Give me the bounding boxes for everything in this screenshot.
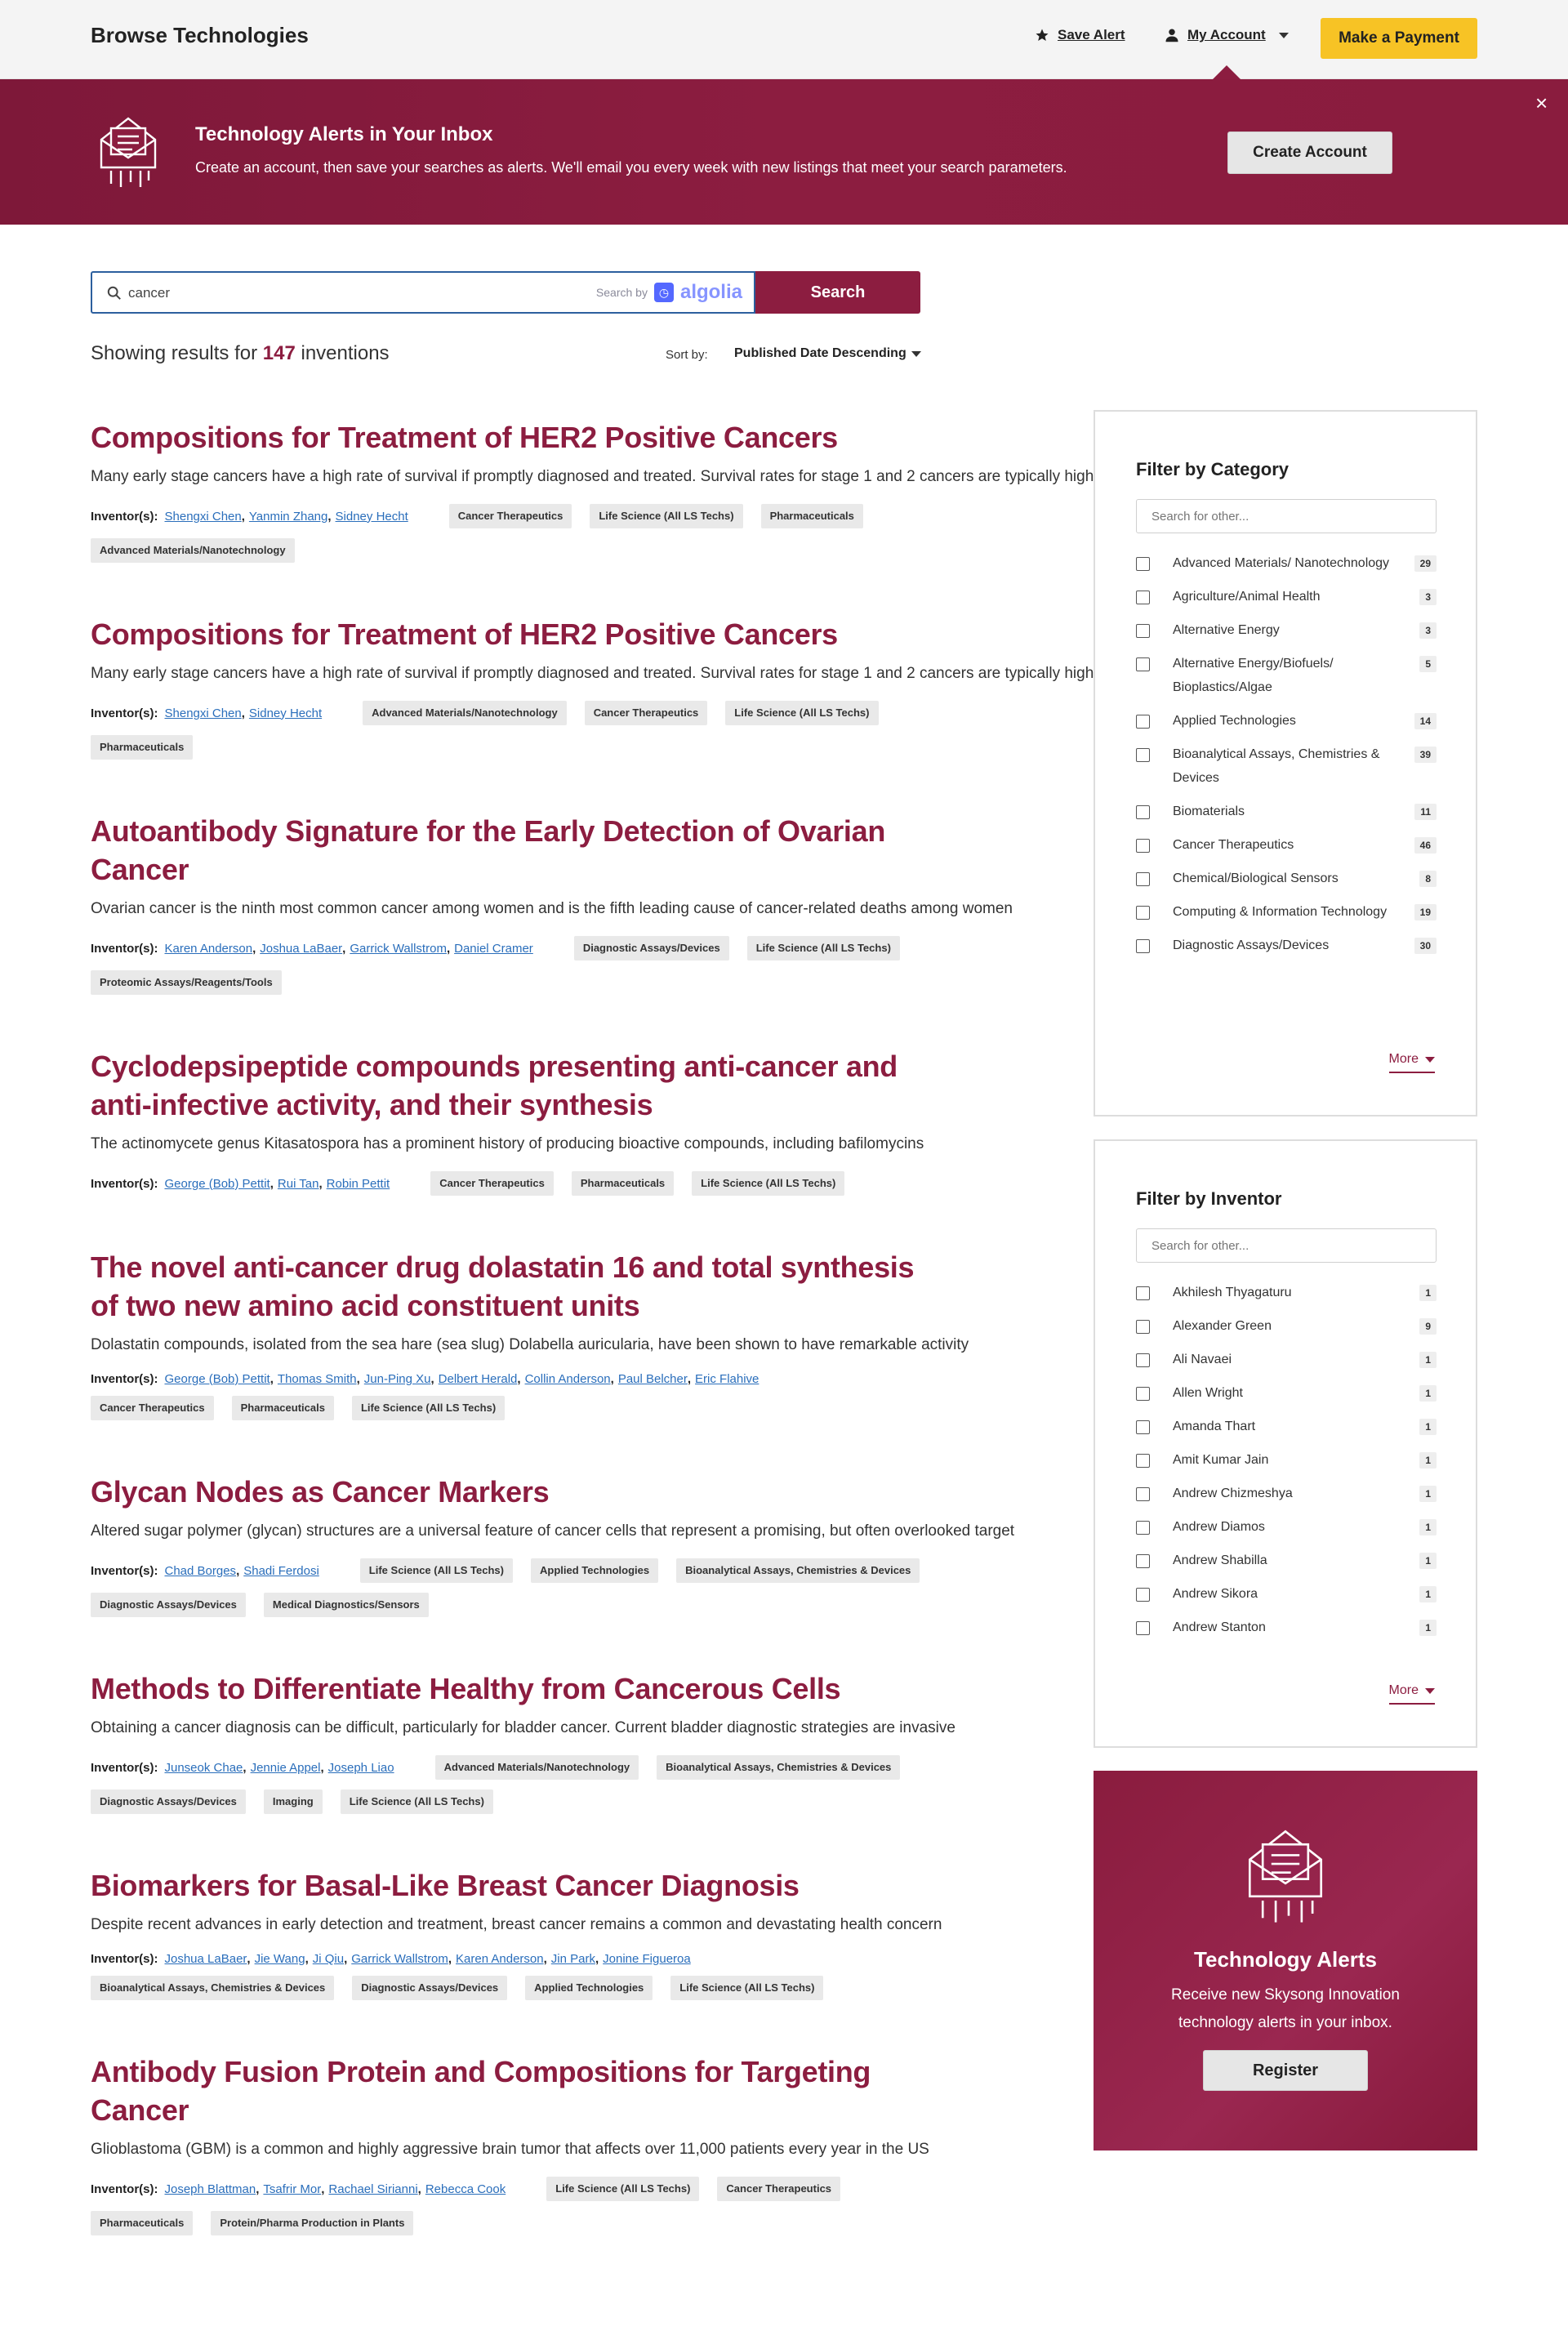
algolia-wordmark: algolia	[679, 281, 742, 303]
category-tag[interactable]: Pharmaceuticals	[91, 735, 193, 760]
category-tag[interactable]: Pharmaceuticals	[91, 2211, 193, 2235]
filter-label: Allen Wright	[1173, 1386, 1243, 1400]
result-item	[91, 812, 1013, 995]
filter-count-badge: 1	[1419, 1419, 1437, 1435]
inventor-separator: ,	[270, 1176, 274, 1191]
category-tag[interactable]: Advanced Materials/Nanotechnology	[91, 538, 295, 563]
category-tag[interactable]: Pharmaceuticals	[232, 1396, 334, 1420]
my-account-menu[interactable]	[1165, 27, 1289, 43]
filter-checkbox[interactable]	[1136, 1454, 1150, 1468]
filter-count-badge: 1	[1419, 1586, 1437, 1602]
filter-checkbox[interactable]	[1136, 1286, 1150, 1300]
inventor-separator: ,	[320, 1760, 324, 1775]
category-tag[interactable]: Cancer Therapeutics	[449, 504, 572, 528]
inventors	[91, 1761, 394, 1775]
inventor-separator: ,	[356, 1372, 360, 1386]
inventor-filter-title: Filter by Inventor	[1136, 1188, 1282, 1209]
result-description: Obtaining a cancer diagnosis can be difficult, particularly for bladder cancer. Current bladder diagnostic strategies are invasive	[91, 1719, 956, 1736]
inventor-label: Inventor(s):	[91, 509, 158, 524]
inventor-separator: ,	[247, 1952, 251, 1966]
result-meta	[91, 504, 920, 563]
sort-dropdown[interactable]	[734, 346, 921, 361]
inventor-label: Inventor(s):	[91, 941, 158, 956]
filter-checkbox[interactable]	[1136, 872, 1150, 886]
inventor-link[interactable]: Shadi Ferdosi	[243, 1563, 319, 1578]
filter-label: Amanda Thart	[1173, 1420, 1256, 1433]
inventor-link[interactable]: Jennie Appel	[250, 1760, 321, 1775]
inventor-separator: ,	[342, 941, 346, 956]
result-description: Ovarian cancer is the ninth most common cancer among women and is the fifth leading cause of cancer-related deaths among women	[91, 900, 1013, 917]
inventor-link[interactable]: Sidney Hecht	[335, 509, 408, 524]
filter-count-badge: 30	[1414, 938, 1437, 954]
category-filter-item[interactable]	[1136, 871, 1437, 890]
inventor-link[interactable]: Joshua LaBaer	[164, 1952, 247, 1966]
filter-label: Ali Navaei	[1173, 1353, 1232, 1366]
category-tag[interactable]: Cancer Therapeutics	[91, 1396, 214, 1420]
banner-text: Create an account, then save your searches as alerts. We'll email you every week with new listings that meet your search parameters.	[195, 159, 1067, 176]
result-item	[91, 1047, 924, 1196]
result-description: Many early stage cancers have a high rate of survival if promptly diagnosed and treated. Survival rates for stage 1 and 2 cancers are typically high	[91, 468, 1094, 485]
make-payment-button[interactable]: Make a Payment	[1321, 18, 1477, 59]
result-title[interactable]: Compositions for Treatment of HER2 Positive Cancers	[91, 617, 838, 651]
filter-checkbox[interactable]	[1136, 1487, 1150, 1501]
result-title[interactable]: The novel anti-cancer drug dolastatin 16 and total synthesis of two new amino acid constituent units	[91, 1250, 915, 1322]
inventors	[91, 1564, 319, 1578]
inventor-link[interactable]: Paul Belcher	[617, 1372, 688, 1386]
inventor-link[interactable]: Junseok Chae	[164, 1760, 243, 1775]
filter-checkbox[interactable]	[1136, 805, 1150, 819]
result-item	[91, 1866, 942, 2000]
inventor-link[interactable]: Thomas Smith	[277, 1372, 357, 1386]
filter-label: Biomaterials	[1173, 804, 1245, 818]
star-icon	[1035, 28, 1049, 42]
filter-checkbox[interactable]	[1136, 839, 1150, 853]
category-tag[interactable]: Diagnostic Assays/Devices	[574, 936, 729, 960]
inventor-search-input[interactable]	[1136, 1228, 1437, 1263]
alerts-banner	[0, 79, 1568, 225]
inventor-link[interactable]: Eric Flahive	[695, 1372, 760, 1386]
result-title[interactable]: Biomarkers for Basal-Like Breast Cancer Diagnosis	[91, 1869, 800, 1902]
result-meta	[91, 1952, 920, 2000]
filter-label: Akhilesh Thyagaturu	[1173, 1286, 1292, 1299]
inventor-link[interactable]: Shengxi Chen	[164, 509, 242, 524]
filter-count-badge: 5	[1419, 656, 1437, 672]
filter-checkbox[interactable]	[1136, 1588, 1150, 1602]
result-meta	[91, 936, 920, 995]
inventor-separator: ,	[543, 1952, 547, 1966]
category-filter-item[interactable]	[1136, 904, 1437, 924]
category-tag[interactable]: Pharmaceuticals	[572, 1171, 674, 1196]
result-title[interactable]: Cyclodepsipeptide compounds presenting anti-cancer and anti-infective activity, and their synthesis	[91, 1050, 898, 1121]
inventor-filter-item[interactable]	[1136, 1352, 1437, 1371]
results-summary	[91, 342, 390, 365]
filter-checkbox[interactable]	[1136, 906, 1150, 920]
category-filter-item[interactable]	[1136, 938, 1437, 957]
result-meta	[91, 1171, 920, 1196]
category-filter	[1094, 410, 1477, 1116]
filter-count-badge: 1	[1419, 1553, 1437, 1569]
category-tag[interactable]: Diagnostic Assays/Devices	[91, 1593, 246, 1617]
result-meta	[91, 1558, 920, 1617]
search-by-label: Search by	[595, 286, 648, 299]
inventor-list	[1136, 1285, 1437, 1653]
category-tag[interactable]: Medical Diagnostics/Sensors	[264, 1593, 429, 1617]
page-title: Browse Technologies	[91, 23, 309, 47]
category-tag[interactable]: Bioanalytical Assays, Chemistries & Devices	[657, 1755, 900, 1780]
inventor-label: Inventor(s):	[91, 2182, 158, 2196]
inventor-link[interactable]: Daniel Cramer	[454, 941, 533, 956]
filter-label: Andrew Diamos	[1173, 1520, 1265, 1534]
filter-count-badge: 1	[1419, 1486, 1437, 1502]
inventor-link[interactable]: Joseph Liao	[327, 1760, 394, 1775]
inventor-link[interactable]: Rachael Sirianni	[328, 2182, 418, 2196]
inventors	[91, 2182, 506, 2196]
inventors	[91, 1372, 759, 1386]
results-count: 147	[262, 342, 296, 364]
chevron-down-icon	[1279, 33, 1289, 38]
category-tag[interactable]: Cancer Therapeutics	[717, 2177, 840, 2201]
category-tag[interactable]: Applied Technologies	[525, 1976, 653, 2000]
filter-count-badge: 3	[1419, 622, 1437, 639]
inventor-label: Inventor(s):	[91, 1176, 158, 1191]
filter-checkbox[interactable]	[1136, 1554, 1150, 1568]
filter-count-badge: 1	[1419, 1519, 1437, 1535]
save-alert-label: Save Alert	[1058, 27, 1125, 42]
inventor-link[interactable]: Shengxi Chen	[164, 706, 242, 720]
category-filter-item[interactable]	[1136, 622, 1437, 642]
category-tag[interactable]: Life Science (All LS Techs)	[725, 701, 878, 725]
result-title[interactable]: Glycan Nodes as Cancer Markers	[91, 1475, 550, 1509]
filter-count-badge: 1	[1419, 1452, 1437, 1469]
search-icon	[107, 286, 122, 301]
inventor-link[interactable]: Yanmin Zhang	[248, 509, 328, 524]
filter-label: Alternative Energy/Biofuels/ Bioplastics/Algae	[1173, 657, 1334, 694]
sort-value: Published Date Descending	[734, 346, 906, 360]
inventor-separator: ,	[321, 2182, 325, 2196]
filter-label: Cancer Therapeutics	[1173, 838, 1294, 852]
inventor-separator: ,	[344, 1952, 348, 1966]
filter-count-badge: 1	[1419, 1352, 1437, 1368]
results-list	[91, 418, 1094, 2288]
inventor-link[interactable]: Tsafrir Mor	[263, 2182, 322, 2196]
filter-count-badge: 29	[1414, 555, 1437, 572]
inventor-link[interactable]: Joshua LaBaer	[260, 941, 343, 956]
inventor-separator: ,	[327, 509, 332, 524]
close-icon[interactable]: ×	[1535, 91, 1548, 115]
filter-checkbox[interactable]	[1136, 1353, 1150, 1367]
inventor-filter-item[interactable]	[1136, 1452, 1437, 1472]
inventor-link[interactable]: Jin Park	[550, 1952, 595, 1966]
filter-checkbox[interactable]	[1136, 1387, 1150, 1401]
filter-checkbox[interactable]	[1136, 591, 1150, 604]
more-label: More	[1388, 1052, 1419, 1066]
category-tag[interactable]: Imaging	[264, 1789, 323, 1814]
inventor-filter-item[interactable]	[1136, 1385, 1437, 1405]
filter-count-badge: 8	[1419, 871, 1437, 887]
inventor-separator: ,	[305, 1952, 309, 1966]
sort-label: Sort by:	[666, 348, 708, 362]
category-tag[interactable]: Life Science (All LS Techs)	[360, 1558, 513, 1583]
filter-count-badge: 39	[1414, 747, 1437, 763]
inventor-separator: ,	[687, 1372, 692, 1386]
inventor-filter-item[interactable]	[1136, 1318, 1437, 1338]
filter-label: Andrew Chizmeshya	[1173, 1486, 1293, 1500]
inventor-link[interactable]: Karen Anderson	[456, 1952, 544, 1966]
more-label: More	[1388, 1683, 1419, 1697]
save-alert-link[interactable]	[1035, 27, 1125, 43]
inventors	[91, 1177, 390, 1191]
inventor-separator: ,	[243, 1760, 247, 1775]
inventor-filter-item[interactable]	[1136, 1519, 1437, 1539]
category-tag[interactable]: Protein/Pharma Production in Plants	[211, 2211, 413, 2235]
dropdown-notch	[1212, 65, 1241, 80]
inventor-separator: ,	[241, 706, 245, 720]
category-filter-item[interactable]	[1136, 747, 1437, 790]
filter-checkbox[interactable]	[1136, 657, 1150, 671]
inventor-filter-item[interactable]	[1136, 1285, 1437, 1304]
my-account-label: My Account	[1187, 27, 1266, 42]
category-tag[interactable]: Proteomic Assays/Reagents/Tools	[91, 970, 282, 995]
result-description: Many early stage cancers have a high rate of survival if promptly diagnosed and treated. Survival rates for stage 1 and 2 cancers are typically high	[91, 665, 1094, 682]
inventor-separator: ,	[252, 941, 256, 956]
inventor-separator: ,	[241, 509, 245, 524]
inventors	[91, 510, 408, 524]
algolia-logo-icon: ◷	[654, 283, 674, 302]
inventor-link[interactable]: Rebecca Cook	[425, 2182, 506, 2196]
inventor-filter-item[interactable]	[1136, 1486, 1437, 1505]
filter-label: Computing & Information Technology	[1173, 905, 1388, 919]
category-filter-item[interactable]	[1136, 589, 1437, 608]
category-filter-item[interactable]	[1136, 837, 1437, 857]
inventor-filter-item[interactable]	[1136, 1586, 1437, 1606]
result-item	[91, 2052, 929, 2235]
category-list	[1136, 555, 1437, 971]
inventor-filter-item[interactable]	[1136, 1553, 1437, 1572]
inventors	[91, 1952, 691, 1966]
filter-count-badge: 3	[1419, 589, 1437, 605]
filter-checkbox[interactable]	[1136, 1621, 1150, 1635]
result-description: Glioblastoma (GBM) is a common and highly aggressive brain tumor that affects over 11,000 patients every year in the US	[91, 2141, 929, 2158]
filter-count-badge: 19	[1414, 904, 1437, 920]
banner-title: Technology Alerts in Your Inbox	[195, 123, 493, 145]
results-prefix: Showing results for	[91, 342, 258, 364]
category-more-link[interactable]	[1389, 1052, 1435, 1073]
filter-checkbox[interactable]	[1136, 748, 1150, 762]
filter-label: Andrew Shabilla	[1173, 1553, 1267, 1567]
inventor-label: Inventor(s):	[91, 1563, 158, 1578]
category-tag[interactable]: Advanced Materials/Nanotechnology	[435, 1755, 639, 1780]
chevron-down-icon	[911, 351, 921, 357]
chevron-down-icon	[1425, 1688, 1435, 1694]
inventor-link[interactable]: Ji Qiu	[312, 1952, 345, 1966]
chevron-down-icon	[1425, 1057, 1435, 1063]
filter-count-badge: 11	[1414, 804, 1437, 820]
inventor-separator: ,	[446, 941, 451, 956]
envelope-alert-icon	[1245, 1821, 1325, 1926]
inventor-separator: ,	[318, 1176, 323, 1191]
inventor-link[interactable]: Garrick Wallstrom	[351, 1952, 448, 1966]
filter-checkbox[interactable]	[1136, 715, 1150, 729]
filter-label: Applied Technologies	[1173, 714, 1296, 728]
filter-checkbox[interactable]	[1136, 939, 1150, 953]
search-button[interactable]: Search	[755, 271, 920, 314]
result-item	[91, 418, 1094, 563]
category-filter-item[interactable]	[1136, 656, 1437, 699]
result-title[interactable]: Antibody Fusion Protein and Compositions for Targeting Cancer	[91, 2055, 871, 2127]
category-tag[interactable]: Bioanalytical Assays, Chemistries & Devices	[91, 1976, 334, 2000]
alert-card-text: Receive new Skysong Innovation technology alerts in your inbox.	[1171, 1986, 1400, 2031]
filter-count-badge: 14	[1414, 713, 1437, 729]
result-meta	[91, 1372, 920, 1420]
result-item	[91, 1248, 969, 1420]
category-tag[interactable]: Life Science (All LS Techs)	[341, 1789, 493, 1814]
inventor-link[interactable]: George (Bob) Pettit	[164, 1176, 270, 1191]
filter-checkbox[interactable]	[1136, 1320, 1150, 1334]
category-tag[interactable]: Cancer Therapeutics	[585, 701, 708, 725]
filter-label: Bioanalytical Assays, Chemistries & Devices	[1173, 747, 1380, 785]
inventor-separator: ,	[430, 1372, 434, 1386]
category-tag[interactable]: Life Science (All LS Techs)	[546, 2177, 699, 2201]
inventor-label: Inventor(s):	[91, 1372, 158, 1386]
filter-count-badge: 1	[1419, 1285, 1437, 1301]
search-bar	[91, 271, 920, 314]
filter-label: Agriculture/Animal Health	[1173, 590, 1321, 604]
inventor-separator: ,	[236, 1563, 240, 1578]
category-filter-item[interactable]	[1136, 804, 1437, 823]
category-tag[interactable]: Diagnostic Assays/Devices	[91, 1789, 246, 1814]
result-meta	[91, 701, 920, 760]
inventor-separator: ,	[417, 2182, 421, 2196]
result-title[interactable]: Autoantibody Signature for the Early Detection of Ovarian Cancer	[91, 814, 886, 886]
envelope-alert-icon	[98, 112, 158, 189]
result-description: The actinomycete genus Kitasatospora has a prominent history of producing bioactive compounds, including bafilomycins	[91, 1135, 924, 1152]
inventor-separator: ,	[270, 1372, 274, 1386]
filter-label: Chemical/Biological Sensors	[1173, 871, 1339, 885]
inventor-link[interactable]: Jonine Figueroa	[603, 1952, 691, 1966]
result-description: Altered sugar polymer (glycan) structures are a universal feature of cancer cells that represent a promising, but often overlooked target	[91, 1522, 1015, 1540]
inventor-separator: ,	[448, 1952, 452, 1966]
user-icon	[1165, 28, 1179, 42]
inventor-link[interactable]: Sidney Hecht	[248, 706, 323, 720]
category-tag[interactable]: Applied Technologies	[531, 1558, 658, 1583]
inventors	[91, 942, 533, 956]
alert-card-title: Technology Alerts	[1194, 1947, 1377, 1972]
category-filter-title: Filter by Category	[1136, 459, 1290, 479]
category-tag[interactable]: Life Science (All LS Techs)	[352, 1396, 505, 1420]
inventor-link[interactable]: Jie Wang	[254, 1952, 305, 1966]
technology-alerts-card	[1094, 1771, 1477, 2150]
result-item	[91, 1669, 956, 1814]
category-tag[interactable]: Pharmaceuticals	[761, 504, 863, 528]
inventor-separator: ,	[595, 1952, 599, 1966]
search-box	[91, 271, 755, 314]
result-title[interactable]: Methods to Differentiate Healthy from Cancerous Cells	[91, 1672, 841, 1705]
category-tag[interactable]: Diagnostic Assays/Devices	[352, 1976, 507, 2000]
filter-label: Diagnostic Assays/Devices	[1173, 938, 1330, 952]
category-search-input[interactable]	[1136, 499, 1437, 533]
inventor-separator: ,	[517, 1372, 521, 1386]
filter-label: Andrew Stanton	[1173, 1620, 1266, 1634]
category-tag[interactable]: Life Science (All LS Techs)	[670, 1976, 823, 2000]
inventor-filter-item[interactable]	[1136, 1419, 1437, 1438]
top-bar	[0, 0, 1568, 79]
inventor-link[interactable]: Garrick Wallstrom	[350, 941, 447, 956]
category-filter-item[interactable]	[1136, 555, 1437, 575]
search-input[interactable]	[128, 281, 602, 305]
inventor-link[interactable]: Delbert Herald	[438, 1372, 518, 1386]
result-item	[91, 1473, 1015, 1617]
inventor-link[interactable]: Robin Pettit	[326, 1176, 390, 1191]
filter-checkbox[interactable]	[1136, 557, 1150, 571]
inventor-filter	[1094, 1139, 1477, 1748]
algolia-attribution[interactable]	[596, 281, 742, 304]
filter-count-badge: 1	[1419, 1620, 1437, 1636]
category-tag[interactable]: Life Science (All LS Techs)	[747, 936, 900, 960]
result-description: Dolastatin compounds, isolated from the sea hare (sea slug) Dolabella auricularia, have been shown to have remarkable activity	[91, 1336, 969, 1353]
inventor-label: Inventor(s):	[91, 1760, 158, 1775]
inventor-link[interactable]: Karen Anderson	[164, 941, 253, 956]
category-tag[interactable]: Life Science (All LS Techs)	[590, 504, 742, 528]
category-tag[interactable]: Bioanalytical Assays, Chemistries & Devices	[676, 1558, 920, 1583]
category-tag[interactable]: Cancer Therapeutics	[430, 1171, 554, 1196]
category-tag[interactable]: Life Science (All LS Techs)	[692, 1171, 844, 1196]
inventor-label: Inventor(s):	[91, 1952, 158, 1966]
inventor-separator: ,	[610, 1372, 614, 1386]
filter-count-badge: 9	[1419, 1318, 1437, 1335]
result-meta	[91, 1755, 920, 1814]
filter-label: Alternative Energy	[1173, 623, 1280, 637]
inventor-link[interactable]: Collin Anderson	[524, 1372, 611, 1386]
inventor-link[interactable]: Jun-Ping Xu	[363, 1372, 431, 1386]
filter-checkbox[interactable]	[1136, 624, 1150, 638]
filter-label: Amit Kumar Jain	[1173, 1453, 1269, 1467]
register-button[interactable]: Register	[1203, 2050, 1368, 2091]
filter-count-badge: 1	[1419, 1385, 1437, 1402]
result-description: Despite recent advances in early detection and treatment, breast cancer remains a common and devastating health concern	[91, 1916, 942, 1933]
inventor-filter-item[interactable]	[1136, 1620, 1437, 1639]
inventors	[91, 706, 322, 720]
inventor-link[interactable]: Rui Tan	[277, 1176, 319, 1191]
inventor-link[interactable]: Joseph Blattman	[164, 2182, 256, 2196]
filter-checkbox[interactable]	[1136, 1420, 1150, 1434]
results-suffix: inventions	[301, 342, 390, 364]
result-meta	[91, 2177, 920, 2235]
filter-label: Alexander Green	[1173, 1319, 1272, 1333]
filter-checkbox[interactable]	[1136, 1521, 1150, 1535]
inventor-link[interactable]: George (Bob) Pettit	[164, 1372, 270, 1386]
inventor-more-link[interactable]	[1389, 1683, 1435, 1705]
category-filter-item[interactable]	[1136, 713, 1437, 733]
inventor-separator: ,	[256, 2182, 260, 2196]
inventor-link[interactable]: Chad Borges	[164, 1563, 237, 1578]
filter-count-badge: 46	[1414, 837, 1437, 854]
filter-label: Andrew Sikora	[1173, 1587, 1258, 1601]
filter-label: Advanced Materials/ Nanotechnology	[1173, 556, 1390, 570]
category-tag[interactable]: Advanced Materials/Nanotechnology	[363, 701, 567, 725]
result-title[interactable]: Compositions for Treatment of HER2 Positive Cancers	[91, 421, 838, 454]
inventor-label: Inventor(s):	[91, 706, 158, 720]
create-account-button[interactable]: Create Account	[1227, 131, 1392, 174]
result-item	[91, 615, 1094, 760]
